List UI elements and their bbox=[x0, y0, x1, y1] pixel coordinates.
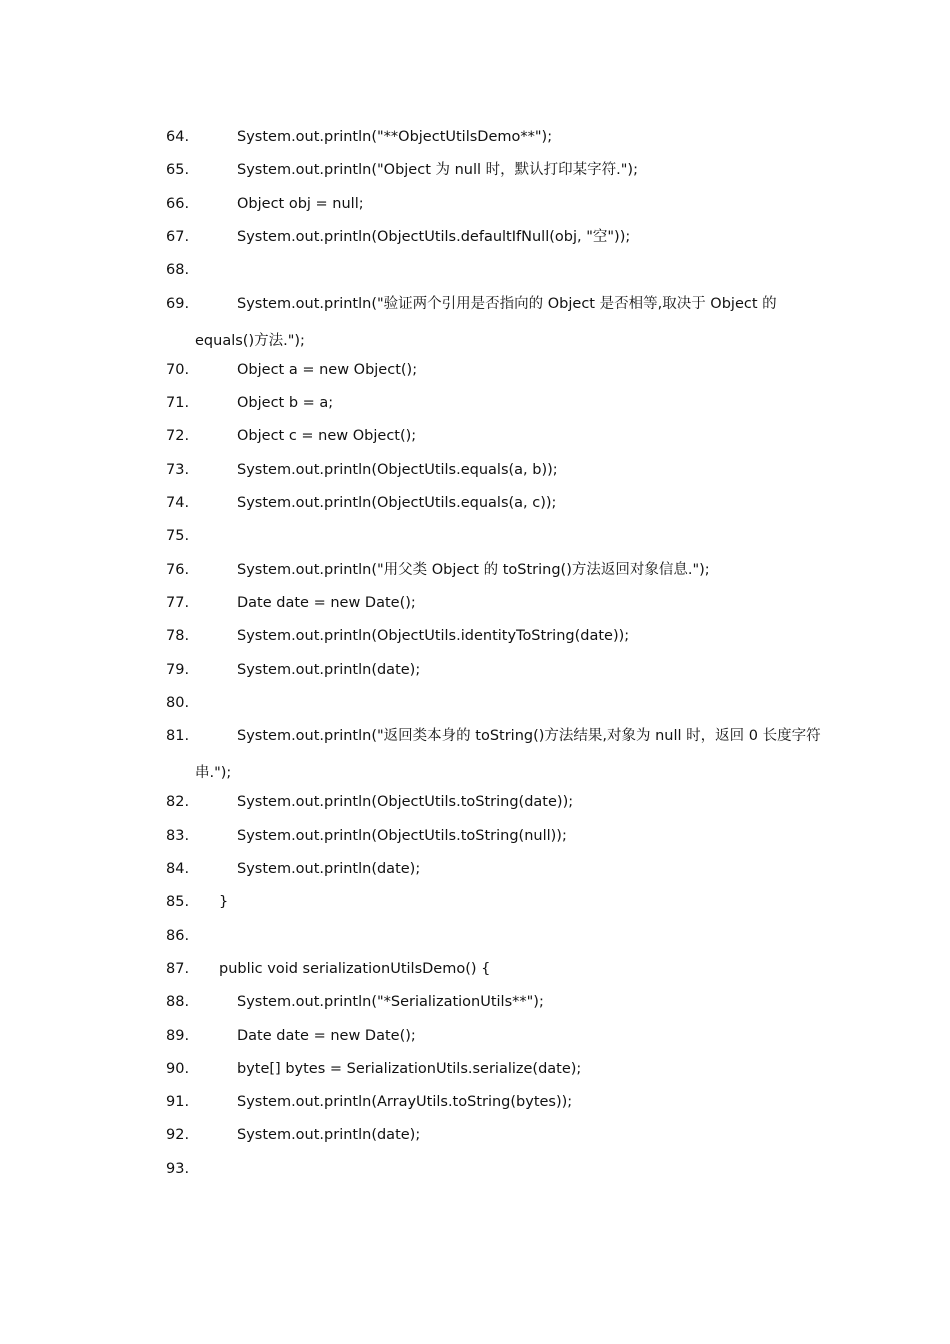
line-code: System.out.println("**ObjectUtilsDemo**"); bbox=[237, 129, 553, 145]
line-number: 90. bbox=[166, 1060, 190, 1077]
code-line bbox=[0, 226, 950, 248]
line-code: System.out.println(date); bbox=[237, 661, 421, 678]
code-line bbox=[0, 1025, 950, 1047]
line-number: 83. bbox=[166, 827, 190, 844]
line-code-continuation: equals()方法."); bbox=[195, 332, 305, 349]
line-code: Object a = new Object(); bbox=[237, 361, 418, 378]
code-line bbox=[0, 592, 950, 614]
line-number: 81. bbox=[166, 728, 190, 745]
line-number: 72. bbox=[166, 428, 190, 445]
line-number: 64. bbox=[166, 129, 190, 145]
line-code: public void serializationUtilsDemo() { bbox=[219, 960, 491, 977]
code-line bbox=[0, 193, 950, 215]
line-number: 78. bbox=[166, 628, 190, 645]
code-line bbox=[0, 359, 950, 381]
line-code: System.out.println(ArrayUtils.toString(bytes)); bbox=[237, 1094, 573, 1111]
code-line bbox=[0, 559, 950, 581]
line-number: 67. bbox=[166, 228, 190, 245]
code-line bbox=[0, 925, 950, 947]
code-line bbox=[0, 791, 950, 813]
line-code: System.out.println(ObjectUtils.equals(a, c)); bbox=[237, 495, 557, 511]
code-line bbox=[0, 1058, 950, 1080]
line-number: 92. bbox=[166, 1127, 190, 1144]
line-code: System.out.println("用父类 Object 的 toString()方法返回对象信息."); bbox=[237, 561, 710, 578]
line-number: 71. bbox=[166, 395, 190, 412]
line-code: System.out.println(date); bbox=[237, 861, 421, 877]
line-number: 91. bbox=[166, 1094, 190, 1111]
code-line bbox=[0, 991, 950, 1013]
code-line-continuation bbox=[0, 330, 950, 352]
line-code: System.out.println(date); bbox=[237, 1127, 421, 1144]
line-code: System.out.println(ObjectUtils.toString(date)); bbox=[237, 794, 574, 811]
line-number: 84. bbox=[166, 861, 190, 877]
code-line bbox=[0, 293, 950, 315]
line-code: System.out.println("Object 为 null 时，默认打印某字符."); bbox=[237, 162, 638, 179]
line-code: Object b = a; bbox=[237, 395, 334, 412]
code-line bbox=[0, 825, 950, 847]
code-line bbox=[0, 1091, 950, 1113]
code-line bbox=[0, 1124, 950, 1146]
code-line bbox=[0, 692, 950, 714]
code-line bbox=[0, 425, 950, 447]
line-code: System.out.println(ObjectUtils.toString(null)); bbox=[237, 827, 567, 844]
code-line bbox=[0, 891, 950, 913]
code-line bbox=[0, 725, 950, 747]
code-line bbox=[0, 659, 950, 681]
line-number: 68. bbox=[166, 262, 190, 279]
line-number: 89. bbox=[166, 1027, 190, 1044]
line-number: 82. bbox=[166, 794, 190, 811]
line-number: 87. bbox=[166, 960, 190, 977]
code-line bbox=[0, 126, 950, 148]
code-line bbox=[0, 459, 950, 481]
line-number: 66. bbox=[166, 195, 190, 212]
line-code: byte[] bytes = SerializationUtils.serialize(date); bbox=[237, 1060, 582, 1077]
line-number: 70. bbox=[166, 361, 190, 378]
code-line bbox=[0, 858, 950, 880]
line-code: Object c = new Object(); bbox=[237, 428, 417, 445]
code-line bbox=[0, 159, 950, 181]
line-code: System.out.println(ObjectUtils.equals(a, b)); bbox=[237, 461, 558, 478]
line-code: Object obj = null; bbox=[237, 195, 364, 212]
line-code: System.out.println("验证两个引用是否指向的 Object 是否相等,取决于 Object 的 bbox=[237, 295, 777, 312]
code-line bbox=[0, 492, 950, 514]
code-line bbox=[0, 625, 950, 647]
line-code: Date date = new Date(); bbox=[237, 594, 416, 611]
line-number: 65. bbox=[166, 162, 190, 179]
line-number: 79. bbox=[166, 661, 190, 678]
code-line bbox=[0, 392, 950, 414]
line-number: 88. bbox=[166, 994, 190, 1011]
line-number: 69. bbox=[166, 295, 190, 312]
line-number: 75. bbox=[166, 528, 190, 545]
line-code: System.out.println("*SerializationUtils**"); bbox=[237, 994, 544, 1011]
line-code: System.out.println(ObjectUtils.identityToString(date)); bbox=[237, 628, 630, 645]
line-code: Date date = new Date(); bbox=[237, 1027, 416, 1044]
line-number: 80. bbox=[166, 694, 190, 711]
code-line bbox=[0, 958, 950, 980]
line-code: System.out.println(ObjectUtils.defaultIfNull(obj, "空")); bbox=[237, 228, 631, 245]
line-number: 76. bbox=[166, 561, 190, 578]
code-line bbox=[0, 1158, 950, 1180]
line-code: } bbox=[219, 894, 229, 911]
line-number: 85. bbox=[166, 894, 190, 911]
code-line bbox=[0, 525, 950, 547]
code-line bbox=[0, 259, 950, 281]
line-number: 86. bbox=[166, 927, 190, 944]
line-number: 73. bbox=[166, 461, 190, 478]
line-number: 74. bbox=[166, 495, 190, 511]
line-code: System.out.println("返回类本身的 toString()方法结果,对象为 null 时，返回 0 长度字符 bbox=[237, 728, 821, 745]
line-code-continuation: 串."); bbox=[195, 765, 232, 782]
code-line-continuation bbox=[0, 762, 950, 784]
line-number: 93. bbox=[166, 1160, 190, 1177]
line-number: 77. bbox=[166, 594, 190, 611]
